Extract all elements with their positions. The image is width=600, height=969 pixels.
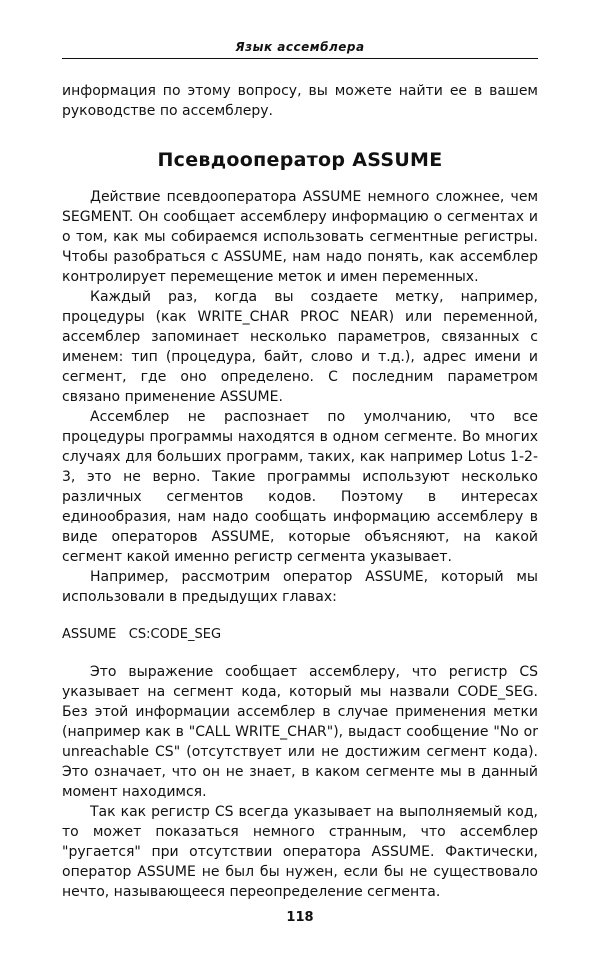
paragraph: Действие псевдооператора ASSUME немного сложнее, чем SEGMENT. Он сообщает ассемблеру информацию о сегментах и о том, как мы собираемся использовать сегментные регистры. Чтобы разобраться с ASSUME, нам надо понять, как ассемблер контролирует перемещение меток и имен переменных.	[62, 189, 538, 285]
book-page	[62, 40, 538, 902]
intro-paragraph: информация по этому вопросу, вы можете найти ее в вашем руководстве по ассемблеру.	[62, 83, 538, 119]
section-title: Псевдооператор ASSUME	[157, 149, 443, 171]
paragraph: Например, рассмотрим оператор ASSUME, который мы использовали в предыдущих главах:	[62, 569, 538, 605]
paragraph: Так как регистр CS всегда указывает на выполняемый код, то может показаться немного странным, что ассемблер "ругается" при отсутствии оператора ASSUME. Фактически, оператор ASSUME не был бы нужен, если бы не существовало нечто, называющееся переопределение сегмента.	[62, 804, 538, 900]
paragraph: Ассемблер не распознает по умолчанию, что все процедуры программы находятся в одном сегменте. Во многих случаях для больших программ, таких, как например Lotus 1-2-3, это не верно. Такие программы используют несколько различных сегментов кодов. Поэтому в интересах единообразия, нам надо сообщать информацию ассемблеру в виде операторов ASSUME, которые объясняют, на какой сегмент какой именно регистр сегмента указывает.	[62, 409, 538, 565]
paragraph: Каждый раз, когда вы создаете метку, например, процедуры (как WRITE_CHAR PROC NEAR) или переменной, ассемблер запоминает несколько параметров, связанных с именем: тип (процедура, байт, слово и т.д.), адрес имени и сегмент, где оно определено. С последним параметром связано применение ASSUME.	[62, 289, 538, 405]
code-listing: ASSUME CS:CODE_SEG	[62, 627, 222, 642]
paragraph: Это выражение сообщает ассемблеру, что регистр CS указывает на сегмент кода, который мы назвали CODE_SEG. Без этой информации ассемблер в случае применения метки (например как в "CALL WRITE_CHAR"), выдаст сообщение "No or unreachable CS" (отсутствует или не достижим сегмент кода). Это означает, что он не знает, в каком сегменте мы в данный момент находимся.	[62, 664, 538, 800]
running-head: Язык ассемблера	[62, 40, 538, 59]
page-number: 118	[286, 910, 314, 925]
